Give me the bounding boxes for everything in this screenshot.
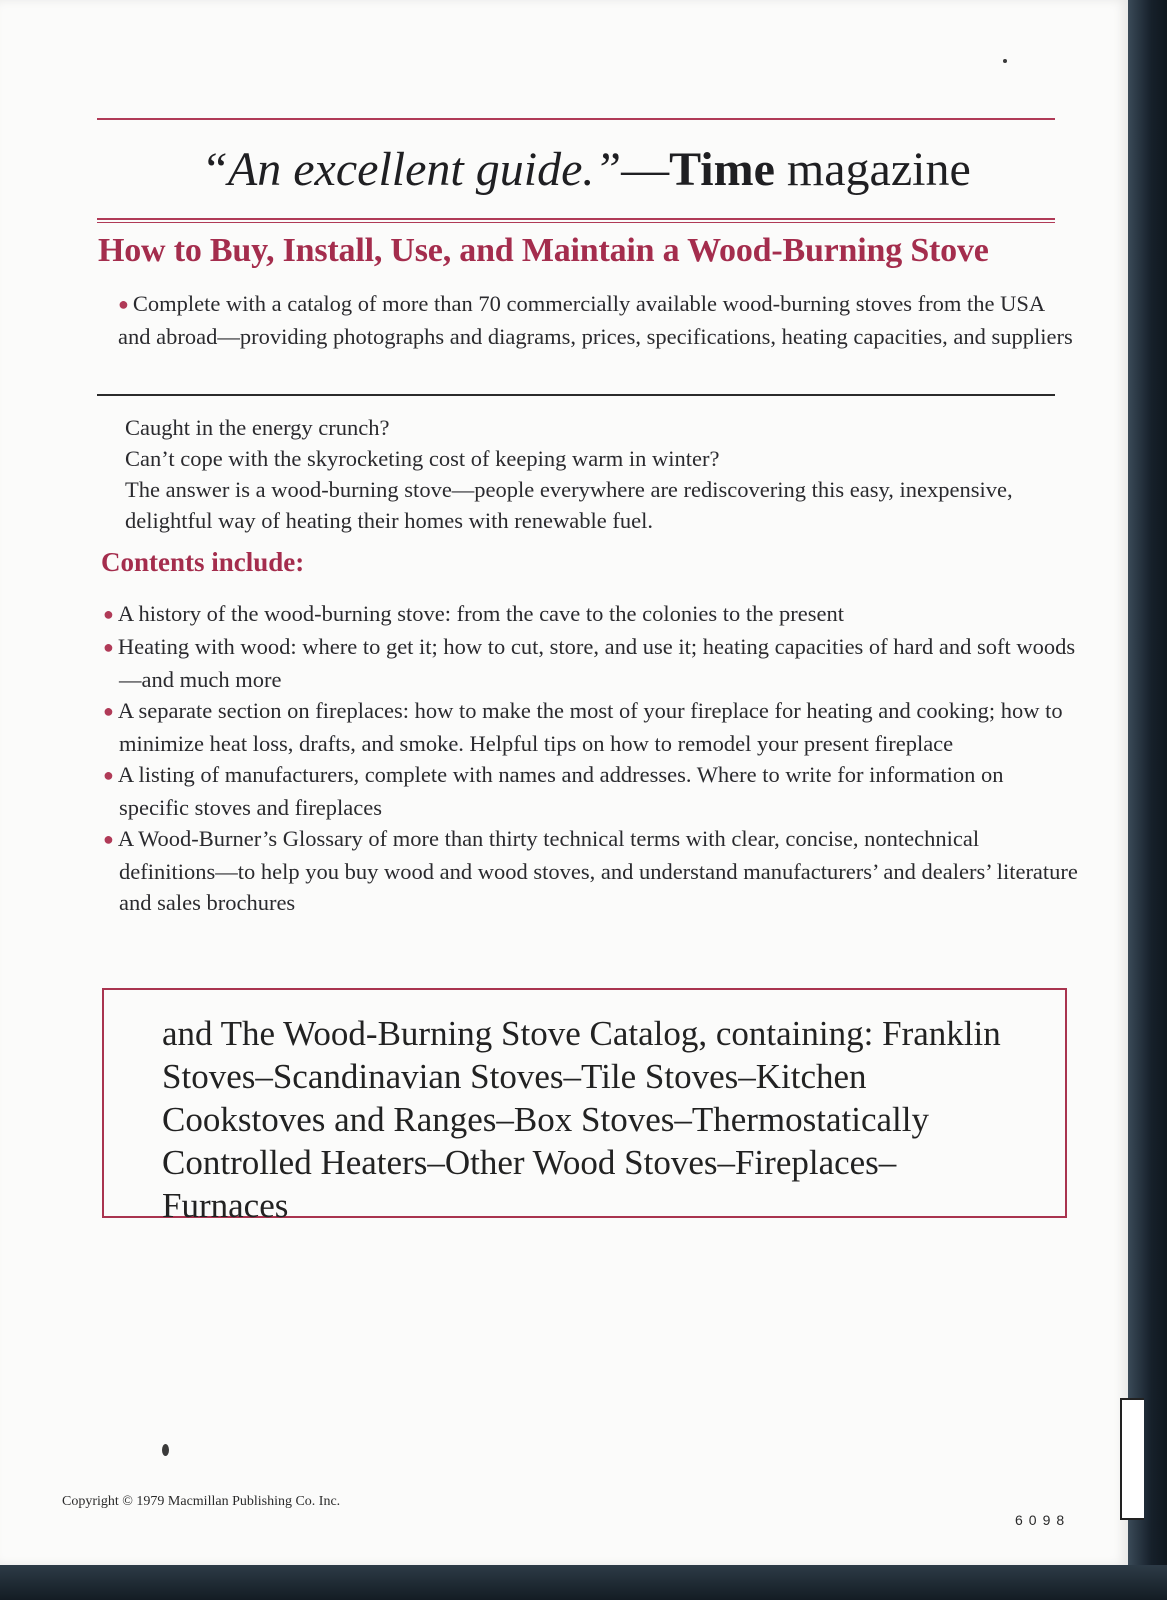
section-divider [97,394,1055,396]
quote-text: “An excellent guide.” [201,143,622,196]
list-item [103,759,1078,823]
ink-speck [162,1444,169,1456]
list-item-text: A history of the wood-burning stove: from the cave to the colonies to the present [117,601,844,626]
teaser-line-2: Can’t cope with the skyrocketing cost of keeping warm in winter? [125,446,720,471]
bullet-icon: ● [103,637,114,657]
bottom-edge [0,1565,1167,1600]
quote-source-rest: magazine [774,143,971,196]
bullet-icon: ● [118,294,129,314]
top-rule [97,118,1055,120]
headline-top-rule [97,218,1055,220]
review-quote [96,138,1076,202]
bullet-icon: ● [103,829,114,849]
list-item-text: Heating with wood: where to get it; how to cut, store, and use it; heating capacities of hard and soft woods—and much more [117,634,1076,692]
list-item [103,631,1078,695]
list-item-text: A Wood-Burner’s Glossary of more than thirty technical terms with clear, concise, nontechnical definitions—to help you buy wood and wood stoves, and understand manufacturers’ and dealers’ literature and sales brochures [117,826,1078,915]
quote-dash: — [621,143,670,196]
spine-edge [1128,0,1167,1600]
teaser-line-3: The answer is a wood-burning stove—people everywhere are rediscovering this easy, inexpensive, delightful way of heating their homes with renewable fuel. [125,477,1013,533]
bullet-icon: ● [103,604,114,624]
catalog-text: and The Wood-Burning Stove Catalog, containing: Franklin Stoves–Scandinavian Stoves–Tile Stoves–Kitchen Cookstoves and Ranges–Box Stoves–Thermostatically Controlled Heaters–Other Wood Stoves–Fireplaces–Furnaces [162,1014,1001,1225]
ink-speck [1003,59,1007,63]
quote-source-bold: Time [669,143,775,196]
headline: How to Buy, Install, Use, and Maintain a Wood-Burning Stove [98,232,989,269]
copyright: Copyright © 1979 Macmillan Publishing Co. Inc. [62,1494,341,1509]
contents-list [103,598,1078,918]
headline-top-rule-2 [97,222,1055,223]
catalog-box [102,988,1067,1225]
list-item [103,823,1078,918]
bullet-icon: ● [103,701,114,721]
list-item-text: A listing of manufacturers, complete with names and addresses. Where to write for information on specific stoves and fireplaces [117,762,1004,820]
intro-bullet-text: Complete with a catalog of more than 70 commercially available wood-burning stoves from the USA and abroad—providing photographs and diagrams, prices, specifications, heating capacities, and suppliers [118,291,1073,349]
teaser [125,412,1080,536]
intro-bullet [118,288,1078,352]
list-item [103,695,1078,759]
list-item [103,598,1078,631]
list-item-text: A separate section on fireplaces: how to make the most of your fireplace for heating and cooking; how to minimize heat loss, drafts, and smoke. Helpful tips on how to remodel your present fireplace [117,698,1063,756]
teaser-line-1: Caught in the energy crunch? [125,415,390,440]
library-tag [1120,1398,1144,1520]
contents-heading: Contents include: [101,547,305,577]
catalog-code: 6098 [1015,1512,1071,1528]
bullet-icon: ● [103,765,114,785]
